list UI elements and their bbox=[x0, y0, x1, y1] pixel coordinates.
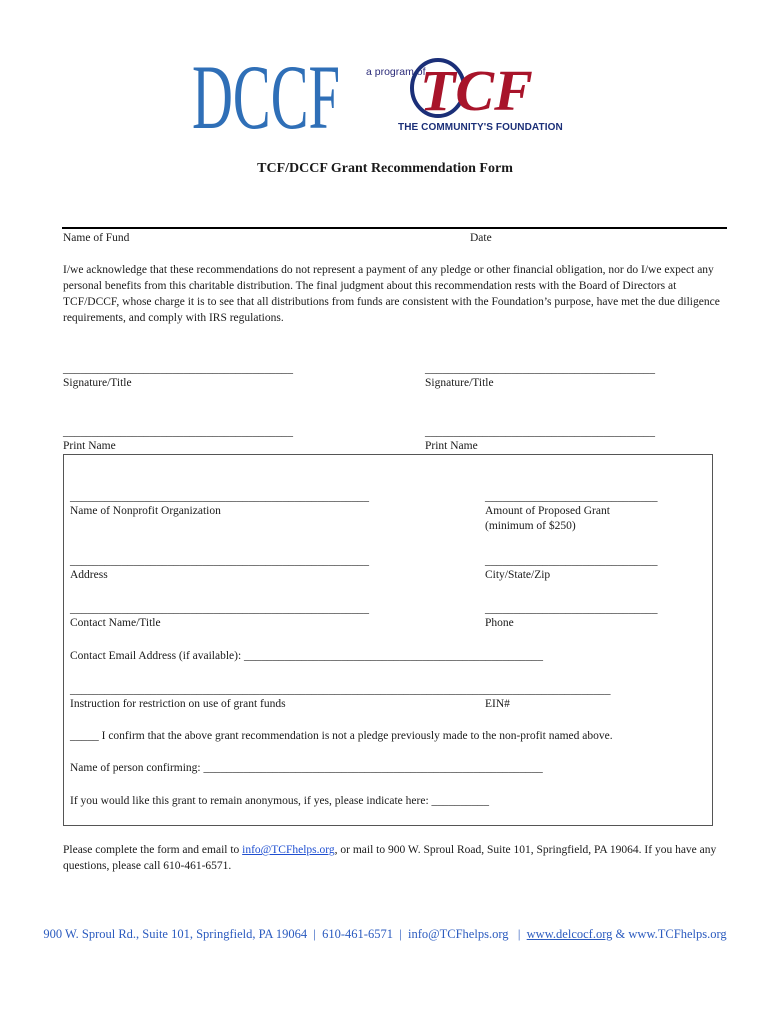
phone-label: Phone bbox=[485, 617, 514, 629]
amount-minimum: (minimum of $250) bbox=[485, 520, 576, 532]
signature-line-right[interactable]: ________________________________________ bbox=[425, 363, 655, 375]
confirm-statement[interactable]: _____ I confirm that the above grant recommendation is not a pledge previously made to the non-profit named above. bbox=[70, 730, 613, 742]
program-label: a program of bbox=[366, 66, 426, 78]
footer-phone: 610-461-6571 bbox=[322, 927, 393, 941]
print-name-label-left: Print Name bbox=[63, 440, 116, 452]
tcf-logo-subtitle: THE COMMUNITY'S FOUNDATION bbox=[398, 122, 563, 133]
signature-label-left: Signature/Title bbox=[63, 377, 132, 389]
footer-separator: | bbox=[399, 927, 402, 941]
instructions-email-link[interactable]: info@TCFhelps.org bbox=[242, 844, 335, 856]
footer-email: info@TCFhelps.org bbox=[407, 927, 509, 941]
nonprofit-line[interactable]: ____________________________________________________ bbox=[70, 491, 369, 503]
nonprofit-label: Name of Nonprofit Organization bbox=[70, 505, 221, 517]
footer-website-delcocf[interactable]: www.delcocf.org bbox=[526, 927, 613, 941]
amount-label: Amount of Proposed Grant bbox=[485, 505, 610, 517]
submission-instructions bbox=[63, 842, 728, 874]
page-footer bbox=[0, 927, 770, 942]
print-name-line-left[interactable]: ________________________________________ bbox=[63, 426, 293, 438]
signature-label-right: Signature/Title bbox=[425, 377, 494, 389]
anonymous-field[interactable]: If you would like this grant to remain anonymous, if yes, please indicate here: __________ bbox=[70, 795, 490, 807]
instruction-label: Instruction for restriction on use of grant funds bbox=[70, 698, 286, 710]
footer-ampersand: & bbox=[615, 927, 626, 941]
city-line[interactable]: ______________________________ bbox=[485, 555, 658, 567]
tcf-logo-text: TCF bbox=[420, 58, 533, 122]
confirming-person-field[interactable]: Name of person confirming: ___________________________________________________________ bbox=[70, 762, 543, 774]
amount-line[interactable]: ______________________________ bbox=[485, 491, 658, 503]
footer-separator: | bbox=[517, 927, 521, 941]
city-label: City/State/Zip bbox=[485, 569, 551, 581]
phone-line[interactable]: ______________________________ bbox=[485, 603, 658, 615]
footer-website-tcfhelps[interactable]: www.TCFhelps.org bbox=[628, 927, 727, 941]
contact-line[interactable]: ____________________________________________________ bbox=[70, 603, 369, 615]
instruction-line[interactable]: ______________________________________________________________________________________________ bbox=[70, 684, 611, 696]
fund-name-label: Name of Fund bbox=[63, 232, 130, 244]
acknowledgement-text: I/we acknowledge that these recommendations do not represent a payment of any pledge or other financial obligation, nor do I/we expect any personal benefits from this charitable distribution. The final judgment about this recommendation rests with the Board of Directors at TCF/DCCF, whose charge it is to see that all distributions from funds are consistent with the Foundation’s purpose, have met the due diligence requirements, and comply with IRS regulations. bbox=[63, 264, 720, 324]
tcf-logo bbox=[398, 52, 533, 122]
instructions-before-email: Please complete the form and email to bbox=[63, 844, 243, 856]
form-title: TCF/DCCF Grant Recommendation Form bbox=[257, 161, 513, 176]
print-name-line-right[interactable]: ________________________________________ bbox=[425, 426, 655, 438]
address-label: Address bbox=[70, 569, 108, 581]
footer-address: 900 W. Sproul Rd., Suite 101, Springfield, PA 19064 bbox=[43, 927, 308, 941]
dccf-logo-text: DCCF bbox=[192, 52, 340, 136]
fund-rule bbox=[62, 227, 727, 229]
date-label: Date bbox=[470, 232, 492, 244]
instructions-after-email: , or mail to 900 W. Sproul Road, Suite 101, Springfield, PA 19064. If you have any questions, please call 610-461-6571. bbox=[63, 844, 717, 872]
address-line[interactable]: ____________________________________________________ bbox=[70, 555, 369, 567]
signature-line-left[interactable]: ________________________________________ bbox=[63, 363, 293, 375]
contact-email-field[interactable]: Contact Email Address (if available): ____________________________________________________ bbox=[70, 650, 544, 662]
contact-label: Contact Name/Title bbox=[70, 617, 161, 629]
print-name-label-right: Print Name bbox=[425, 440, 478, 452]
footer-separator: | bbox=[313, 927, 316, 941]
ein-label: EIN# bbox=[485, 698, 510, 710]
dccf-logo bbox=[192, 52, 342, 136]
